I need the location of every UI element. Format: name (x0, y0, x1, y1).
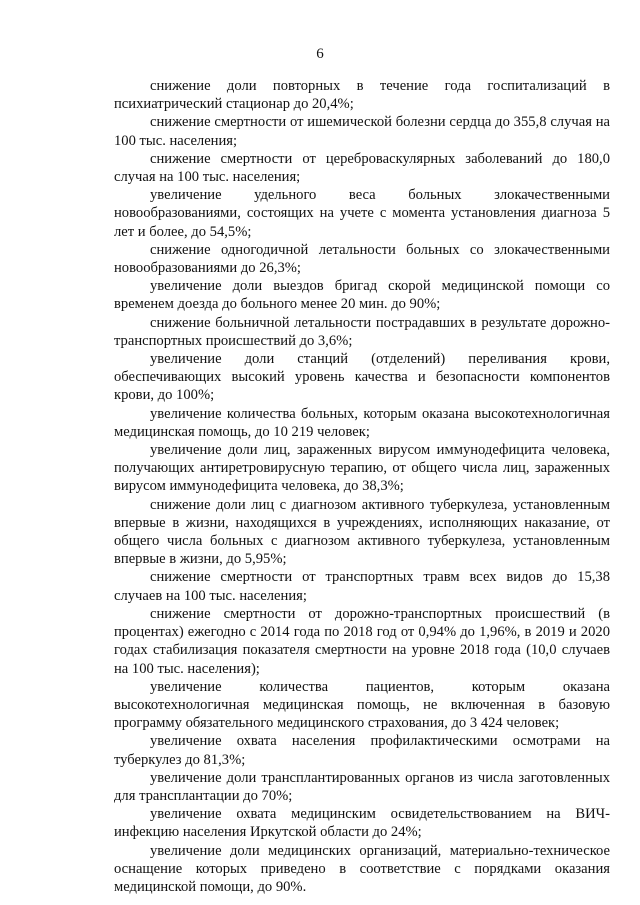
paragraph: снижение доли повторных в течение года госпитализаций в психиатрический стационар до 20,4%; (114, 78, 610, 113)
paragraph: снижение больничной летальности пострадавших в результате дорожно-транспортных происшествий до 3,6%; (114, 314, 610, 349)
paragraph: увеличение доли трансплантированных органов из числа заготовленных для трансплантации до 70%; (114, 769, 610, 804)
paragraph: увеличение охвата населения профилактическими осмотрами на туберкулез до 81,3%; (114, 733, 610, 768)
paragraph: увеличение охвата медицинским освидетельствованием на ВИЧ-инфекцию населения Иркутской области до 24%; (114, 806, 610, 841)
paragraph: увеличение удельного веса больных злокачественными новообразованиями, состоящих на учете с момента установления диагноза 5 лет и более, до 54,5%; (114, 187, 610, 240)
paragraph: увеличение количества пациентов, которым оказана высокотехнологичная медицинская помощь, не включенная в базовую программу обязательного медицинского страхования, до 3 424 человек; (114, 678, 610, 732)
paragraph: увеличение доли медицинских организаций, материально-техническое оснащение которых приведено в соответствие с порядками оказания медицинской помощи, до 90%. (114, 842, 610, 895)
document-body (114, 77, 610, 896)
paragraph: увеличение доли лиц, зараженных вирусом иммунодефицита человека, получающих антиретровирусную терапию, от общего числа лиц, зараженных вирусом иммунодефицита человека, до 38,3%; (114, 442, 610, 495)
paragraph: снижение смертности от дорожно-транспортных происшествий (в процентах) ежегодно с 2014 года по 2018 год от 0,94% до 1,96%, в 2019 и 2020 годах стабилизация показателя смертности на уровне 2018 года (10,0 случаев на 100 тыс. населения); (114, 605, 610, 677)
paragraph: снижение одногодичной летальности больных со злокачественными новообразованиями до 26,3%; (114, 241, 610, 277)
paragraph: снижение смертности от ишемической болезни сердца до 355,8 случая на 100 тыс. населения; (114, 114, 610, 149)
paragraph: снижение доли лиц с диагнозом активного туберкулеза, установленным впервые в жизни, находящихся в учреждениях, исполняющих наказание, от общего числа больных с диагнозом активного туберкулеза, установленным впервые в жизни, до 5,95%; (114, 496, 610, 568)
paragraph: снижение смертности от транспортных травм всех видов до 15,38 случаев на 100 тыс. населения; (114, 569, 610, 604)
paragraph: увеличение количества больных, которым оказана высокотехнологичная медицинская помощь, до 10 219 человек; (114, 405, 610, 440)
paragraph: снижение смертности от цереброваскулярных заболеваний до 180,0 случая на 100 тыс. населения; (114, 150, 610, 186)
paragraph: увеличение доли выездов бригад скорой медицинской помощи со временем доезда до больного менее 20 мин. до 90%; (114, 278, 610, 313)
page-number: 6 (316, 46, 324, 62)
paragraph: увеличение доли станций (отделений) переливания крови, обеспечивающих высокий уровень качества и безопасности компонентов крови, до 100%; (114, 351, 610, 404)
